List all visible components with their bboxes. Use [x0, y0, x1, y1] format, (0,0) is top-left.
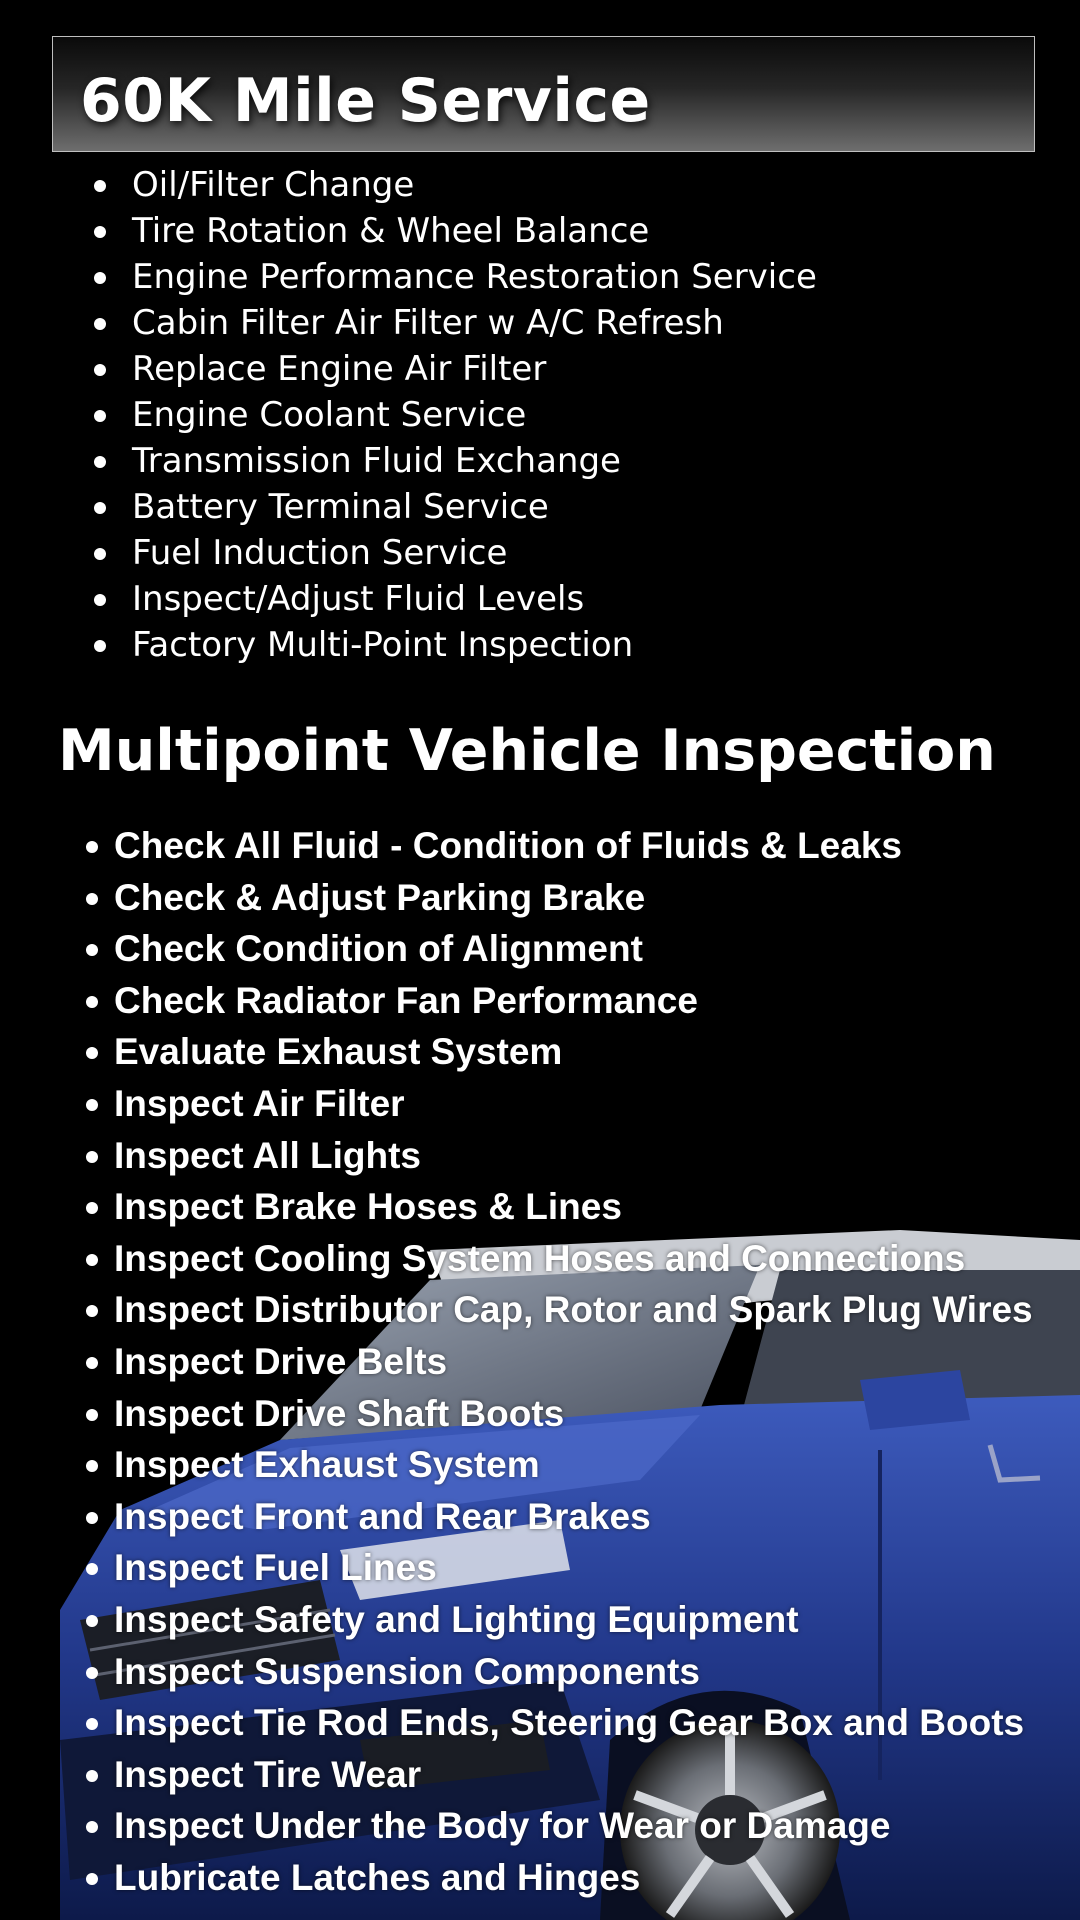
- service-list: [92, 162, 817, 668]
- list-item: Check Radiator Fan Performance: [84, 975, 1033, 1027]
- list-item: Inspect All Lights: [84, 1130, 1033, 1182]
- list-item: Inspect Exhaust System: [84, 1439, 1033, 1491]
- inspection-list: [84, 820, 1033, 1903]
- list-item: Inspect Tire Wear: [84, 1749, 1033, 1801]
- list-item: Check Condition of Alignment: [84, 923, 1033, 975]
- list-item: Check All Fluid - Condition of Fluids & Leaks: [84, 820, 1033, 872]
- list-item: Oil/Filter Change: [92, 162, 817, 208]
- list-item: Engine Coolant Service: [92, 392, 817, 438]
- list-item: Inspect Safety and Lighting Equipment: [84, 1594, 1033, 1646]
- list-item: Inspect Cooling System Hoses and Connections: [84, 1233, 1033, 1285]
- list-item: Inspect Air Filter: [84, 1078, 1033, 1130]
- list-item: Inspect Brake Hoses & Lines: [84, 1181, 1033, 1233]
- list-item: Inspect Under the Body for Wear or Damage: [84, 1800, 1033, 1852]
- list-item: Inspect Tie Rod Ends, Steering Gear Box and Boots: [84, 1697, 1033, 1749]
- list-item: Transmission Fluid Exchange: [92, 438, 817, 484]
- list-item: Inspect Drive Shaft Boots: [84, 1388, 1033, 1440]
- list-item: Factory Multi-Point Inspection: [92, 622, 817, 668]
- list-item: Tire Rotation & Wheel Balance: [92, 208, 817, 254]
- list-item: Inspect Drive Belts: [84, 1336, 1033, 1388]
- list-item: Inspect Front and Rear Brakes: [84, 1491, 1033, 1543]
- page-title: 60K Mile Service: [80, 66, 651, 136]
- list-item: Evaluate Exhaust System: [84, 1026, 1033, 1078]
- list-item: Fuel Induction Service: [92, 530, 817, 576]
- list-item: Engine Performance Restoration Service: [92, 254, 817, 300]
- list-item: Check & Adjust Parking Brake: [84, 872, 1033, 924]
- list-item: Inspect Distributor Cap, Rotor and Spark Plug Wires: [84, 1284, 1033, 1336]
- list-item: Cabin Filter Air Filter w A/C Refresh: [92, 300, 817, 346]
- list-item: Lubricate Latches and Hinges: [84, 1852, 1033, 1904]
- list-item: Inspect Fuel Lines: [84, 1542, 1033, 1594]
- list-item: Replace Engine Air Filter: [92, 346, 817, 392]
- list-item: Battery Terminal Service: [92, 484, 817, 530]
- section-title: Multipoint Vehicle Inspection: [58, 718, 996, 784]
- list-item: Inspect/Adjust Fluid Levels: [92, 576, 817, 622]
- list-item: Inspect Suspension Components: [84, 1646, 1033, 1698]
